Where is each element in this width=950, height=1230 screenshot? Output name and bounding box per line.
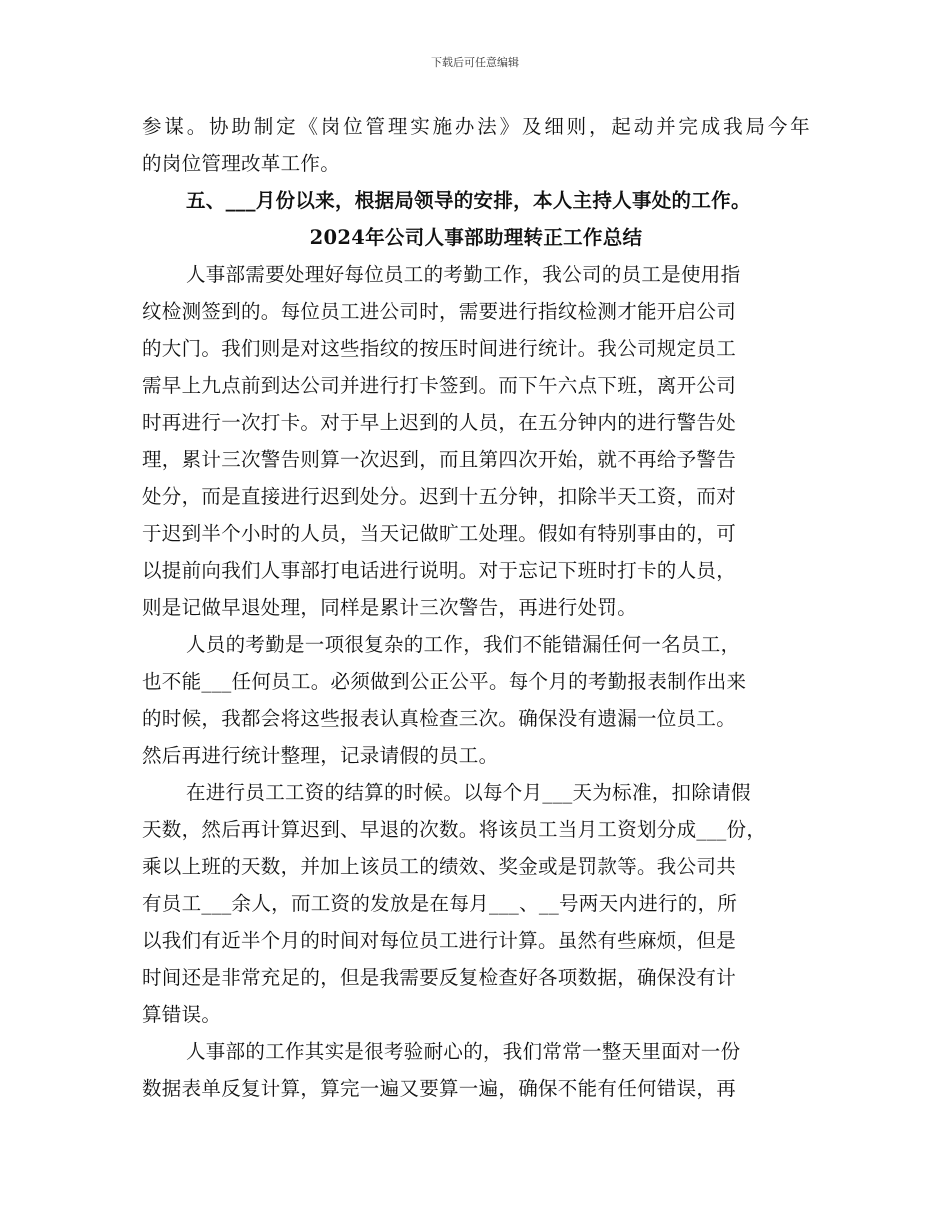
body-text-line: 人事部的工作其实是很考验耐心的，我们常常一整天里面对一份	[186, 1040, 741, 1063]
body-text-line: 也不能___任何员工。必须做到公正公平。每个月的考勤报表制作出来	[142, 670, 747, 693]
body-text-line: 然后再进行统计整理，记录请假的员工。	[142, 744, 499, 767]
body-text-line: 的大门。我们则是对这些指纹的按压时间进行统计。我公司规定员工	[142, 337, 737, 360]
section-heading: 五、___月份以来，根据局领导的安排，本人主持人事处的工作。	[186, 189, 751, 212]
page-header-note: 下载后可任意编辑	[431, 56, 519, 69]
document-body	[142, 108, 810, 1107]
body-text-line: 时再进行一次打卡。对于早上迟到的人员，在五分钟内的进行警告处	[142, 411, 737, 434]
document-title: 2024年公司人事部助理转正工作总结	[309, 226, 643, 249]
body-text-line: 人事部需要处理好每位员工的考勤工作，我公司的员工是使用指	[186, 263, 741, 286]
body-text-line: 需早上九点前到达公司并进行打卡签到。而下午六点下班，离开公司	[142, 374, 737, 397]
body-text-line: 于迟到半个小时的人员，当天记做旷工处理。假如有特别事由的，可	[142, 522, 737, 545]
body-text-line: 以我们有近半个月的时间对每位员工进行计算。虽然有些麻烦，但是	[142, 929, 737, 952]
body-text-line: 天数，然后再计算迟到、早退的次数。将该员工当月工资划分成___份，	[142, 818, 767, 841]
body-text-line: 人员的考勤是一项很复杂的工作，我们不能错漏任何一名员工，	[186, 633, 741, 656]
body-text-line: 纹检测签到的。每位员工进公司时，需要进行指纹检测才能开启公司	[142, 300, 737, 323]
body-text-line: 理，累计三次警告则算一次迟到，而且第四次开始，就不再给予警告	[142, 448, 737, 471]
body-text-line: 以提前向我们人事部打电话进行说明。对于忘记下班时打卡的人员，	[142, 559, 737, 582]
body-text-line: 的时候，我都会将这些报表认真检查三次。确保没有遗漏一位员工。	[142, 707, 737, 730]
body-text-line: 有员工___余人，而工资的发放是在每月___、__号两天内进行的，所	[142, 892, 738, 915]
body-text-line: 在进行员工工资的结算的时候。以每个月___天为标准，扣除请假	[186, 781, 751, 804]
body-text-line: 数据表单反复计算，算完一遍又要算一遍，确保不能有任何错误，再	[142, 1077, 737, 1100]
body-text-line: 时间还是非常充足的，但是我需要反复检查好各项数据，确保没有计	[142, 966, 737, 989]
body-text-line: 乘以上班的天数，并加上该员工的绩效、奖金或是罚款等。我公司共	[142, 855, 737, 878]
body-text-line: 的岗位管理改革工作。	[142, 152, 341, 175]
body-text-line: 处分，而是直接进行迟到处分。迟到十五分钟，扣除半天工资，而对	[142, 485, 737, 508]
body-text-line: 算错误。	[142, 1003, 222, 1026]
body-text-line: 则是记做早退处理，同样是累计三次警告，再进行处罚。	[142, 596, 638, 619]
body-text-line: 参谋。协助制定《岗位管理实施办法》及细则，起动并完成我局今年	[142, 115, 810, 138]
